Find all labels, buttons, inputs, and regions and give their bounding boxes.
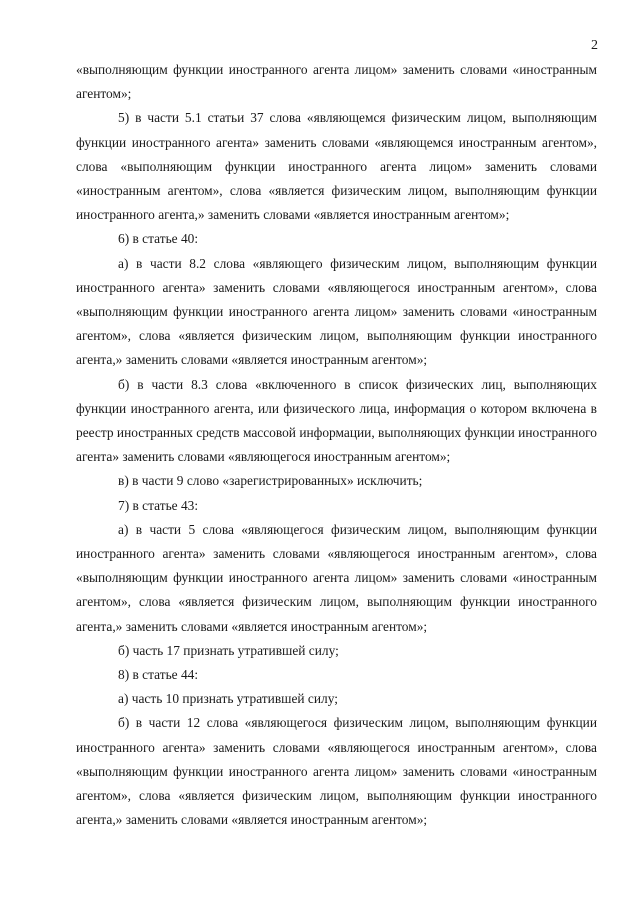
paragraph-item-6b: б) в части 8.3 слова «включенного в список физических лиц, выполняющих функции иностранного агента, или физического лица, информация о котором включена в реестр иностранных средств массовой информации, выполняющих функции иностранного агента» заменить словами «являющегося иностранным агентом»;: [76, 376, 597, 465]
paragraph-item-8a: а) часть 10 признать утратившей силу;: [118, 691, 338, 707]
paragraph-item-6a: а) в части 8.2 слова «являющего физическим лицом, выполняющим функции иностранного агента» заменить словами «являющегося иностранным агентом», слова «выполняющим функции иностранного агента лицом» заменить словами «иностранным агентом», слова «является физическим лицом, выполняющим функции иностранного агента,» заменить словами «является иностранным агентом»;: [76, 255, 597, 368]
paragraph-item-7-heading: 7) в статье 43:: [118, 497, 199, 513]
paragraph-item-7b: б) часть 17 признать утратившей силу;: [118, 642, 339, 658]
document-body: [76, 58, 597, 833]
paragraph-item-7a: а) в части 5 слова «являющегося физическим лицом, выполняющим функции иностранного агента» заменить словами «являющегося иностранным агентом», слова «выполняющим функции иностранного агента лицом» заменить словами «иностранным агентом», слова «является физическим лицом, выполняющим функции иностранного агента,» заменить словами «является иностранным агентом»;: [76, 521, 597, 634]
paragraph-item-5: 5) в части 5.1 статьи 37 слова «являющемся физическим лицом, выполняющим функции иностранного агента» заменить словами «являющемся иностранным агентом», слова «выполняющим функции иностранного агента лицом» заменить словами «иностранным агентом», слова «является физическим лицом, выполняющим функции иностранного агента,» заменить словами «является иностранным агентом»;: [76, 110, 597, 223]
paragraph-item-6v: в) в части 9 слово «зарегистрированных» исключить;: [118, 473, 423, 489]
paragraph-item-6-heading: 6) в статье 40:: [118, 231, 199, 247]
paragraph-continuation: «выполняющим функции иностранного агента лицом» заменить словами «иностранным агентом»;: [76, 62, 597, 102]
page-number: 2: [591, 38, 598, 53]
paragraph-item-8b: б) в части 12 слова «являющегося физическим лицом, выполняющим функции иностранного агента» заменить словами «являющегося иностранным агентом», слова «выполняющим функции иностранного агента лицом» заменить словами «иностранным агентом», слова «является физическим лицом, выполняющим функции иностранного агента,» заменить словами «является иностранным агентом»;: [76, 715, 597, 828]
paragraph-item-8-heading: 8) в статье 44:: [118, 667, 199, 683]
